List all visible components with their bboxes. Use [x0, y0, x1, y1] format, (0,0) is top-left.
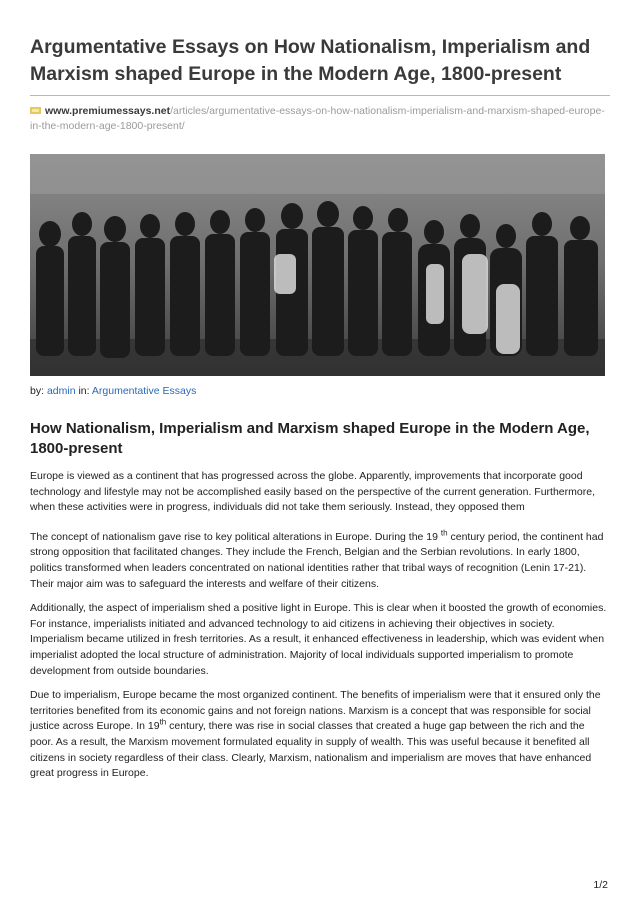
- paragraph-text: Due to imperialism, Europe became the most organized continent. The benefits of imperialism were that it ensured only the territories benefited from its economic gains and not foreign nations. Marxism is a concept that was responsible for social justice across Europe. In 19: [30, 689, 601, 733]
- author-link[interactable]: admin: [46, 385, 76, 397]
- paragraph-text: century period, the continent had strong opposition that facilitated changes. They include the French, Belgian and the Serbian revolutions. In early 1800, politics transformed when leaders concentrated on national identities rather that tribal ways of recognition (Lenin 17-21). Their major aim was to safeguard the interests and welfare of their citizens.: [30, 530, 604, 590]
- in-label: in:: [78, 385, 90, 397]
- page-title: Argumentative Essays on How Nationalism, Imperialism and Marxism shaped Europe in the Modern Age, 1800-present: [30, 36, 591, 85]
- superscript: th: [440, 528, 448, 538]
- superscript: th: [159, 717, 167, 727]
- category-link[interactable]: Argumentative Essays: [91, 385, 197, 397]
- page-number: 1/2: [593, 879, 608, 891]
- paragraph-intro: Europe is viewed as a continent that has progressed across the globe. Apparently, improvements that incorporate good technology and lifestyle may not be accomplished easily based on the perspective of the current generation. Furthermore, when these activities were in progress, individuals did not take them seriously. Instead, they opposed them: [30, 470, 595, 514]
- paragraph-text: century, there was rise in social classes that created a huge gap between the rich and the poor. As a result, the Marxism movement formulated equality in supply of wealth. This was useful because it benefited all citizens in society regardless of their class. Clearly, Marxism, nationalism and imperialism are moves that have enhanced great progress in Europe.: [30, 720, 592, 780]
- paragraph-marxism: [30, 688, 610, 782]
- favicon-icon: [30, 106, 41, 115]
- section-heading: How Nationalism, Imperialism and Marxism shaped Europe in the Modern Age, 1800-present: [30, 420, 590, 457]
- by-label: by:: [30, 385, 45, 397]
- document-page: [30, 0, 610, 782]
- paragraph-imperialism: Additionally, the aspect of imperialism shed a positive light in Europe. This is clear when it boosted the growth of economies. For instance, imperialists initiated and advanced technology to aid citizens in achieving their objectives in society. Imperialism became utilized in fresh territories. As a result, it enhanced effectiveness in leadership, which was evident when imperialist adopted the local structure of administration. Majority of local individuals supported imperialism to promote development from outside boundaries.: [30, 602, 607, 677]
- byline: [30, 385, 610, 397]
- source-url[interactable]: [30, 104, 610, 134]
- paragraph-text: The concept of nationalism gave rise to key political alterations in Europe. During the 19: [30, 530, 441, 543]
- source-domain[interactable]: www.premiumessays.net: [45, 105, 171, 117]
- source-path[interactable]: /articles/argumentative-essays-on-how-nationalism-imperialism-and-marxism-shaped-europe-in-the-modern-age-1800-present/: [30, 105, 605, 132]
- group-photograph-icon: [30, 154, 605, 376]
- title-divider: [30, 95, 610, 96]
- paragraph-nationalism: [30, 530, 610, 592]
